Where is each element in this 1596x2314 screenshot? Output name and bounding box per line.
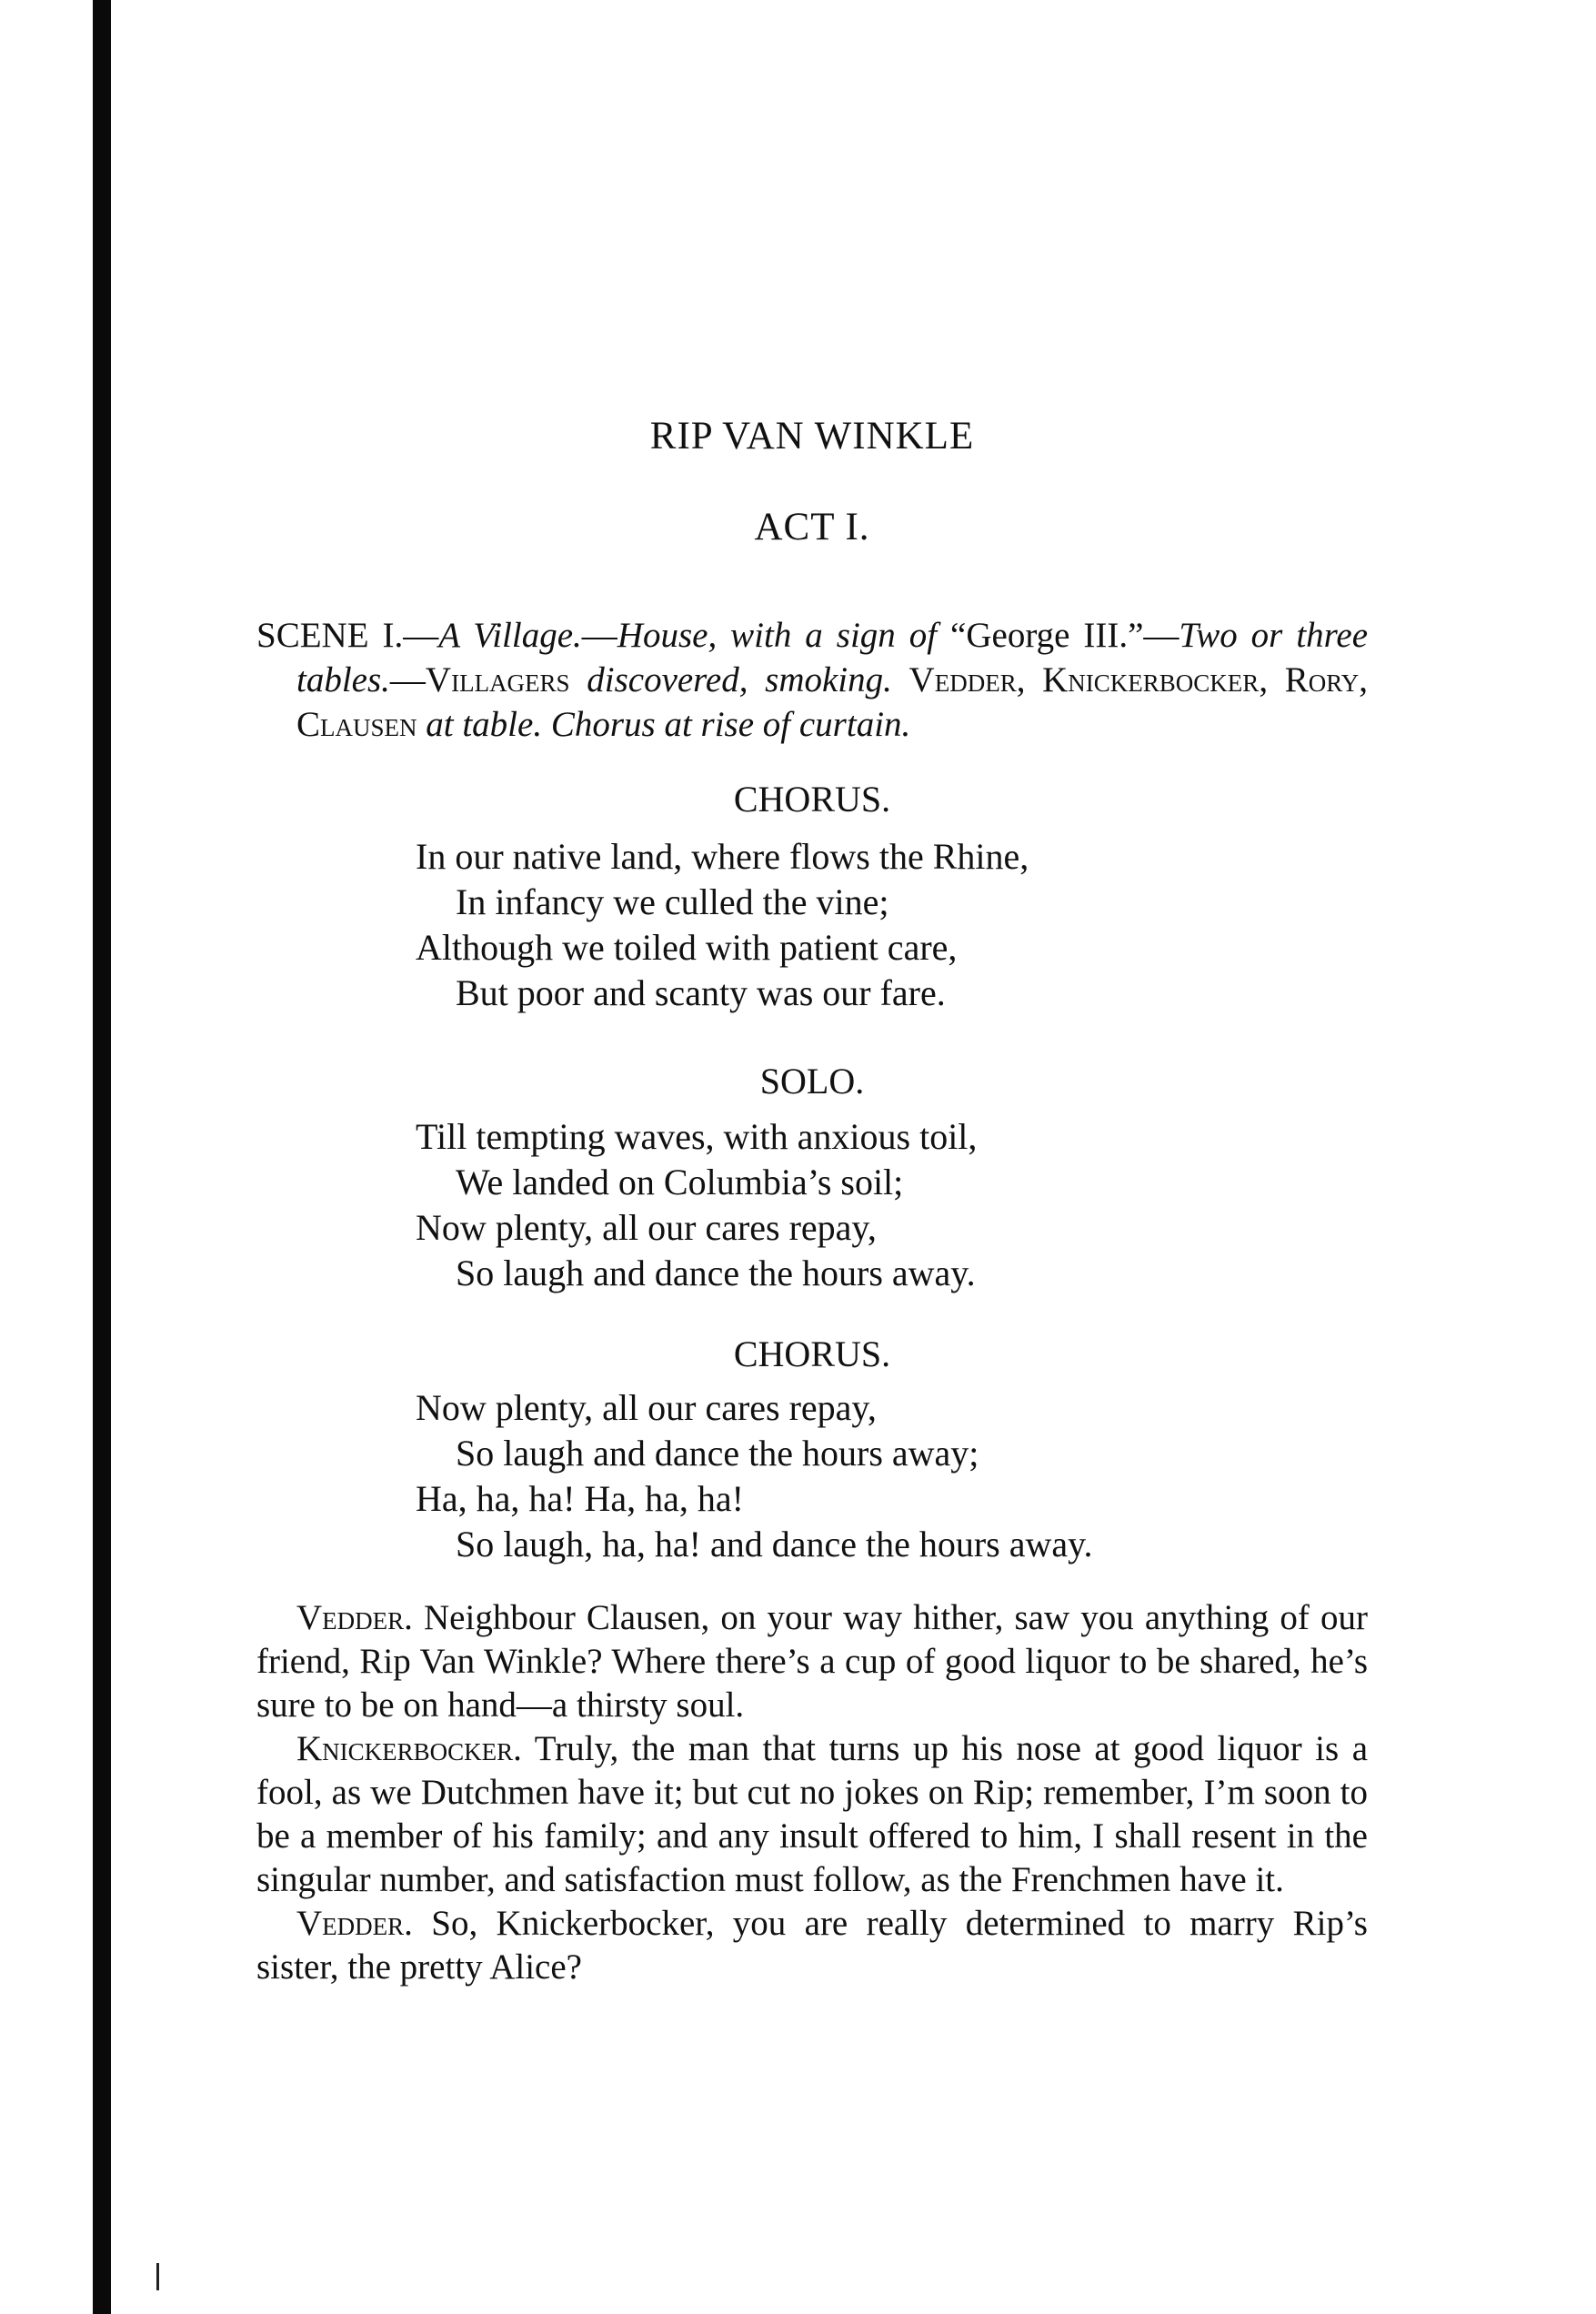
comma: , — [1259, 660, 1285, 699]
verse-line: So laugh and dance the hours away; — [456, 1433, 979, 1474]
act-title: ACT I. — [754, 506, 870, 548]
verse-line: But poor and scanty was our fare. — [456, 972, 946, 1013]
verse-line: Now plenty, all our cares repay, — [416, 1207, 877, 1248]
verse-line: Ha, ha, ha! Ha, ha, ha! — [416, 1478, 744, 1519]
verse-line: We landed on Columbia’s soil; — [456, 1162, 904, 1202]
speech-text: Neighbour Clausen, on your way hither, saw you anything of our friend, Rip Van Winkle? Where there’s a cup of good liquor to be shared, he’s sure to be on hand—a thirsty soul. — [256, 1598, 1368, 1725]
chorus-heading: CHORUS. — [733, 779, 891, 820]
speech-text: Truly, the man that turns up his nose at good liquor is a fool, as we Dutchmen have it; but cut no jokes on Rip; remember, I’m soon to be a member of his family; and any insult offered to him, I shall resent in the singular number, and satisfaction must follow, as the Frenchmen have it. — [256, 1729, 1368, 1899]
solo-heading: SOLO. — [759, 1061, 865, 1102]
comma: , — [1016, 660, 1043, 699]
verse-line: So laugh, ha, ha! and dance the hours away. — [456, 1524, 1093, 1564]
dash: — — [1143, 616, 1179, 655]
solo-verse — [416, 1114, 977, 1296]
verse-line: In our native land, where flows the Rhine, — [416, 836, 1029, 877]
speech-knickerbocker — [256, 1727, 1368, 1902]
scene-place: A Village. — [438, 616, 582, 655]
verse-line: So laugh and dance the hours away. — [456, 1253, 976, 1293]
verse-line: In infancy we culled the vine; — [456, 881, 889, 922]
play-title: RIP VAN WINKLE — [649, 415, 975, 458]
speech-text: So, Knickerbocker, you are really determined to marry Rip’s sister, the pretty Alice? — [256, 1904, 1368, 1987]
verse-line: Now plenty, all our cares repay, — [416, 1387, 877, 1428]
scene-direction — [256, 613, 1368, 747]
scene-house: House, with a sign of — [617, 616, 938, 655]
binding-tick-mark — [156, 2263, 159, 2290]
speaker-name: Vedder. — [296, 1598, 413, 1637]
comma: , — [1359, 660, 1369, 699]
speaker-name: Vedder. — [296, 1904, 413, 1943]
verse-line: Although we toiled with patient care, — [416, 927, 958, 968]
scene-at-table: at table. Chorus at rise of curtain. — [417, 705, 911, 744]
chorus-verse — [416, 834, 1029, 1016]
character-vedder: Vedder — [908, 660, 1017, 699]
scene-label: SCENE I. — [256, 616, 404, 655]
scene-sign: “George III.” — [937, 616, 1144, 655]
verse-line: Till tempting waves, with anxious toil, — [416, 1116, 978, 1157]
speaker-name: Knickerbocker. — [296, 1729, 522, 1768]
speech-vedder — [256, 1902, 1368, 1989]
scene-villagers: Villagers — [425, 660, 570, 699]
character-knickerbocker: Knickerbocker — [1042, 660, 1260, 699]
dash: — — [389, 660, 426, 699]
scene-discovered: discovered, smoking. — [569, 660, 909, 699]
dash: — — [581, 616, 617, 655]
speech-vedder — [256, 1596, 1368, 1727]
character-clausen: Clausen — [296, 705, 417, 744]
chorus-heading: CHORUS. — [733, 1333, 891, 1374]
dialogue — [256, 1596, 1368, 1989]
binding-edge — [93, 0, 111, 2314]
dash: — — [403, 616, 439, 655]
character-rory: Rory — [1284, 660, 1360, 699]
scene-tables: Two or three tables. — [296, 616, 1368, 699]
chorus-verse — [416, 1385, 1093, 1567]
